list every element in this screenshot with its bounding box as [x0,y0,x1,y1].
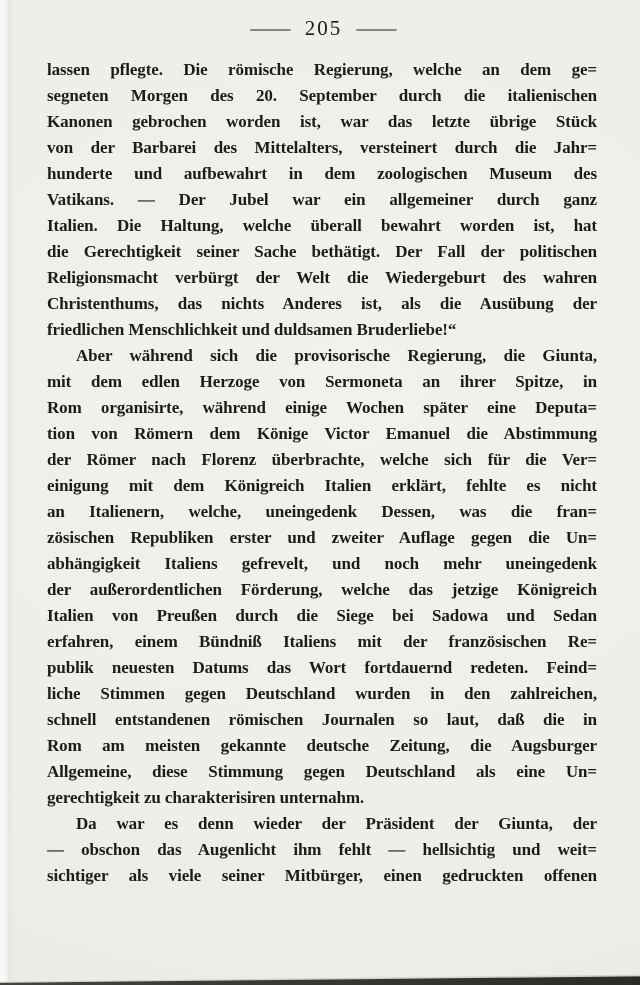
text-line: — obschon das Augenlicht ihm fehlt — hellsichtig und weit= [47,840,597,859]
header-dash-right: — [356,16,397,40]
text-line: sichtiger als viele seiner Mitbürger, einen gedruckten offenen [47,866,597,885]
scan-edge-shadow [0,967,640,985]
text-line: hunderte und aufbewahrt in dem zoologischen Museum des [47,164,597,183]
text-line: segneten Morgen des 20. September durch die italienischen [47,86,597,105]
text-line: Religionsmacht verbürgt der Welt die Wiedergeburt des wahren [47,268,597,287]
text-line: Da war es denn wieder der Präsident der Giunta, der [76,814,597,833]
text-line: Christenthums, das nichts Anderes ist, als die Ausübung der [47,294,597,313]
text-line: Aber während sich die provisorische Regierung, die Giunta, [76,346,597,365]
text-line: an Italienern, welche, uneingedenk Dessen, was die fran= [47,502,597,521]
text-line: publik neuesten Datums das Wort fortdauernd redeten. Feind= [47,658,597,677]
text-line: gerechtigkeit zu charakterisiren unternahm. [47,788,365,807]
paragraph-3 [47,811,597,889]
text-line: abhängigkeit Italiens gefrevelt, und noch mehr uneingedenk [47,554,597,573]
text-line: von der Barbarei des Mittelalters, versteinert durch die Jahr= [47,138,597,157]
page-header [47,16,600,41]
text-line: schnell entstandenen römischen Journalen so laut, daß die in [47,710,597,729]
scan-bottom-edge [0,967,640,985]
text-line: Allgemeine, diese Stimmung gegen Deutschland als eine Un= [47,762,597,781]
text-line: Italien von Preußen durch die Siege bei Sadowa und Sedan [47,606,597,625]
text-line: zösischen Republiken erster und zweiter Auflage gegen die Un= [47,528,597,547]
text-line: der Römer nach Florenz überbrachte, welche sich für die Ver= [47,450,597,469]
text-line: Rom am meisten gekannte deutsche Zeitung, die Augsburger [47,736,597,755]
text-line: der außerordentlichen Förderung, welche das jetzige Königreich [47,580,597,599]
header-dash-left: — [250,16,291,40]
text-line: mit dem edlen Herzoge von Sermoneta an ihrer Spitze, in [47,372,597,391]
scan-edge-dark [0,967,640,985]
text-line: die Gerechtigkeit seiner Sache bethätigt. Der Fall der politischen [47,242,597,261]
page-number: 205 [304,16,343,40]
scan-left-edge [0,0,14,985]
text-line: einigung mit dem Königreich Italien erklärt, fehlte es nicht [47,476,597,495]
text-line: Rom organisirte, während einige Wochen später eine Deputa= [47,398,597,417]
paragraph-1 [47,57,597,343]
page-text [47,57,597,889]
text-line: Kanonen gebrochen worden ist, war das letzte übrige Stück [47,112,597,131]
text-line: Italien. Die Haltung, welche überall bewahrt worden ist, hat [47,216,597,235]
text-line: Vatikans. — Der Jubel war ein allgemeiner durch ganz [47,190,597,209]
text-line: tion von Römern dem Könige Victor Emanuel die Abstimmung [47,424,597,443]
text-line: lassen pflegte. Die römische Regierung, welche an dem ge= [47,60,597,79]
text-line: erfahren, einem Bündniß Italiens mit der französischen Re= [47,632,597,651]
text-line: liche Stimmen gegen Deutschland wurden in den zahlreichen, [47,684,597,703]
text-line: friedlichen Menschlichkeit und duldsamen Bruderliebe!“ [47,320,457,339]
paragraph-2 [47,343,597,811]
